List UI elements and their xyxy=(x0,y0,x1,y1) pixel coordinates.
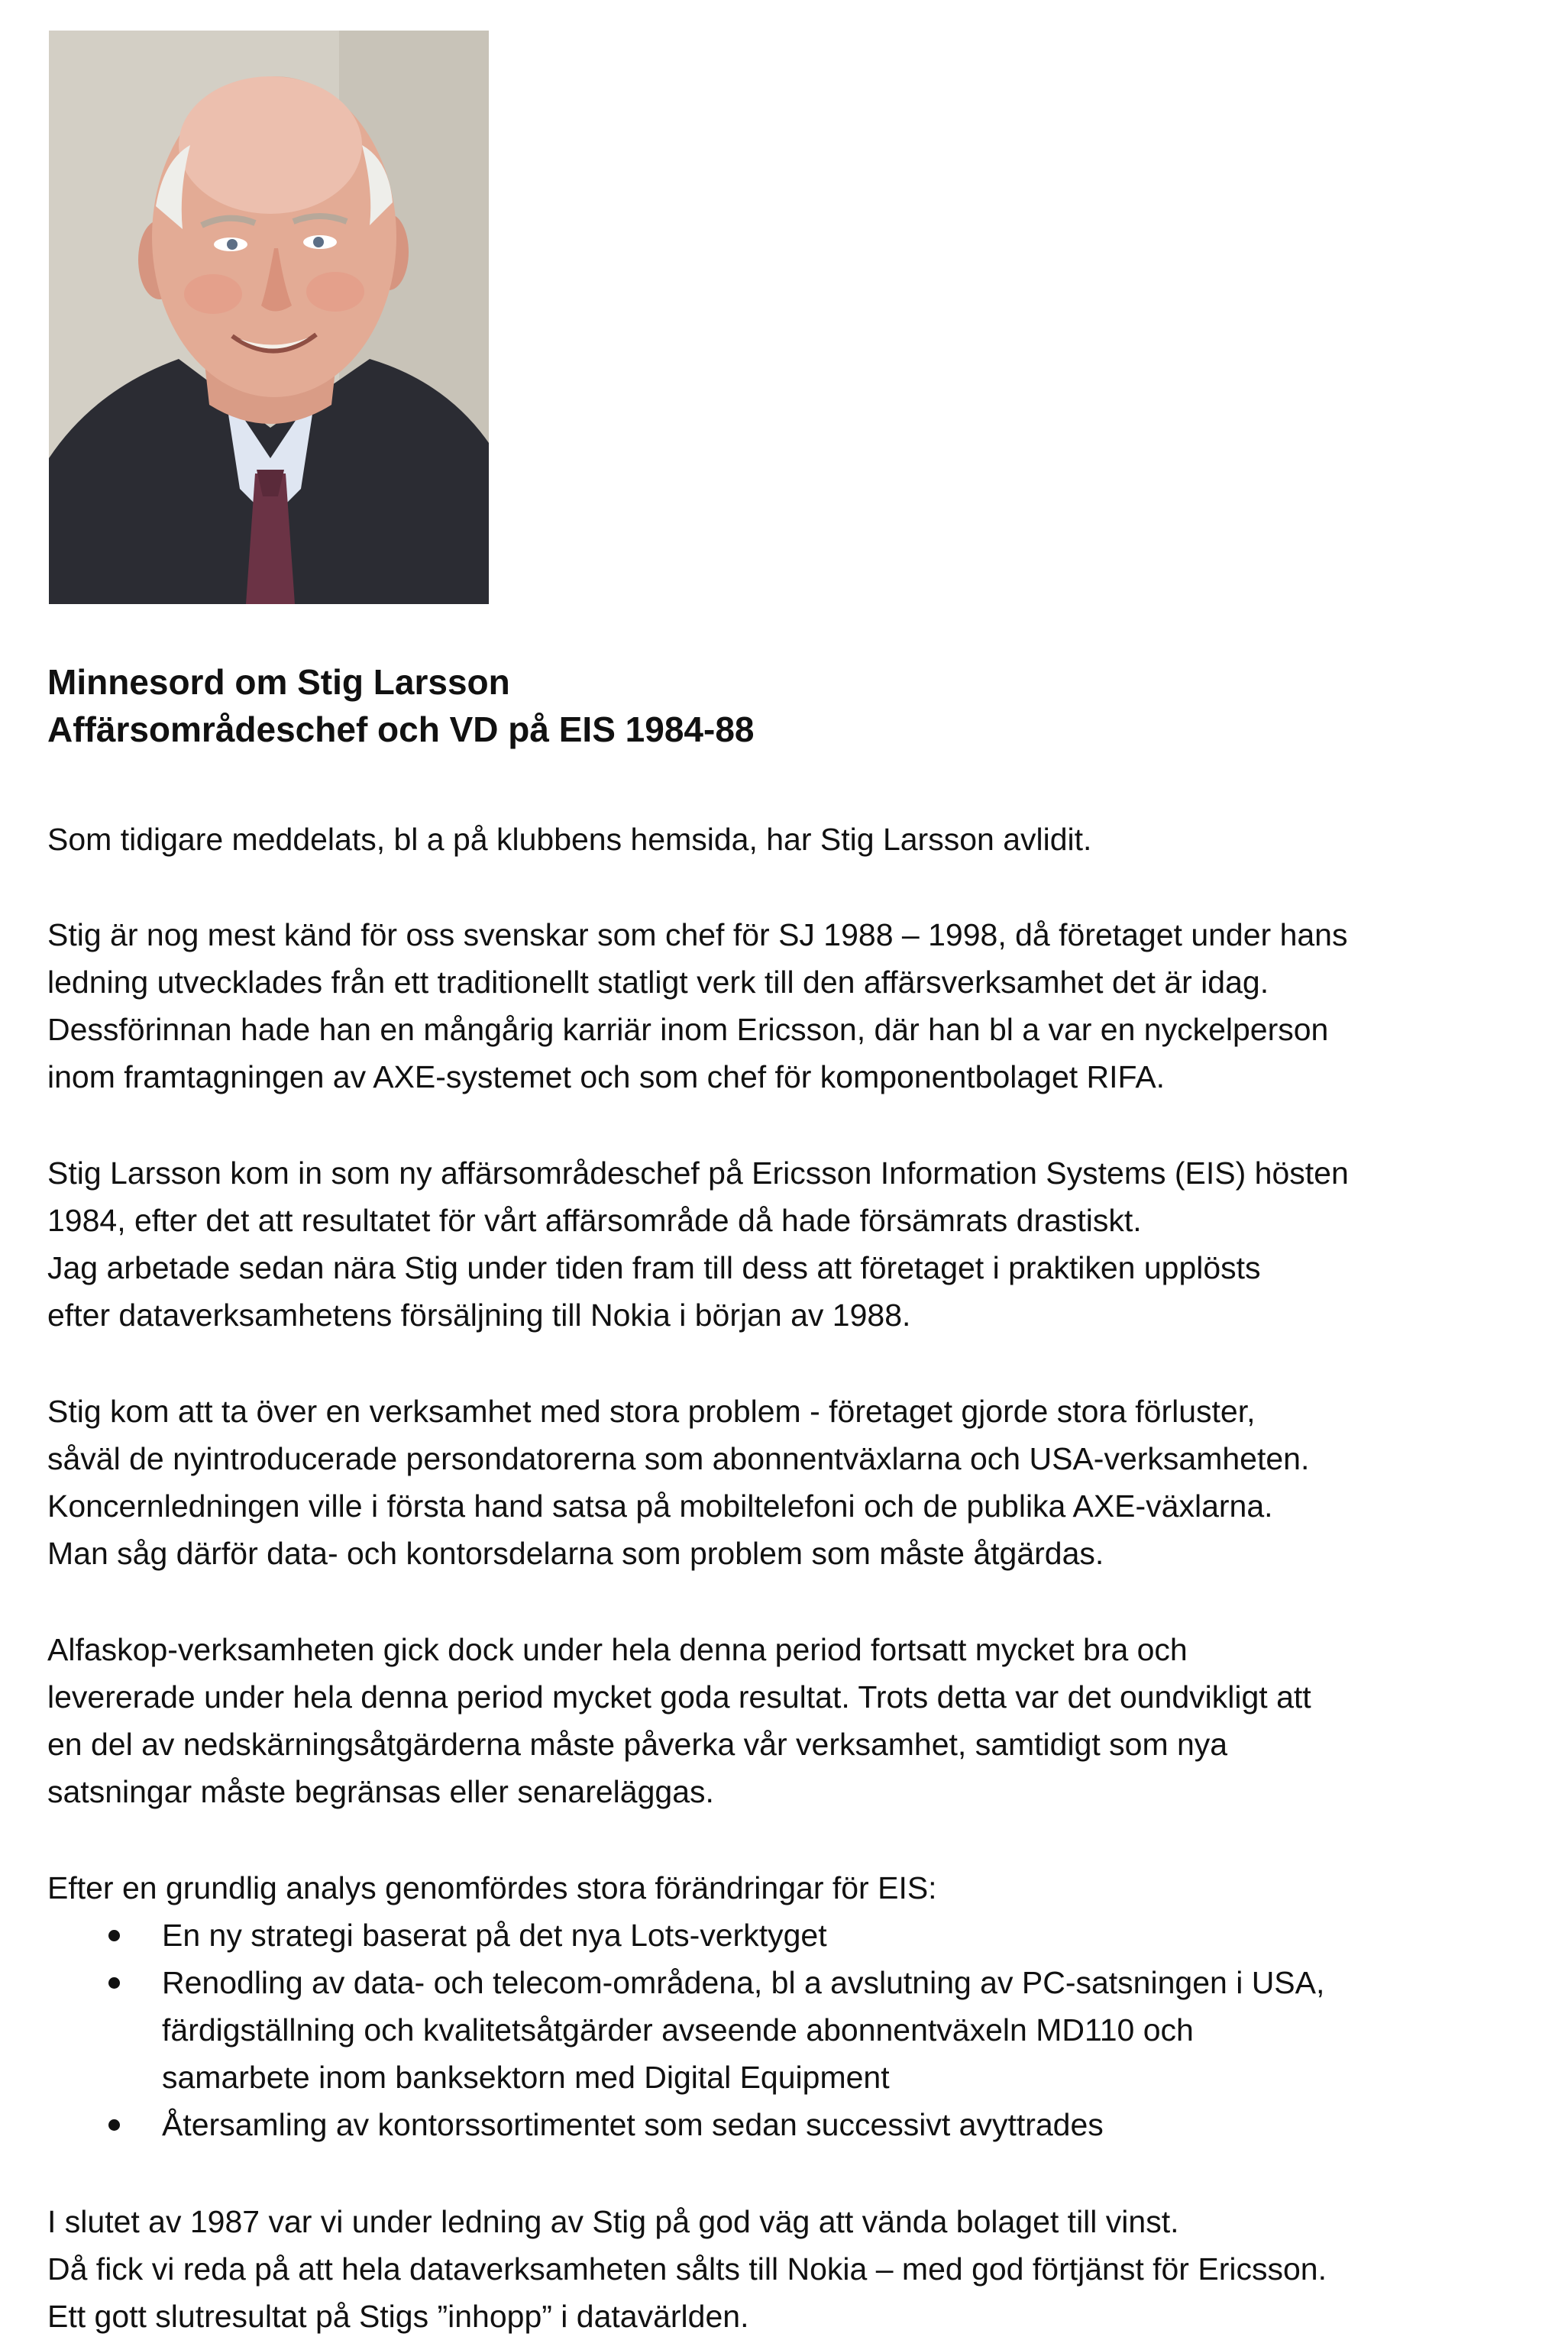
paragraph-sj-career xyxy=(47,911,1521,1101)
paragraph-line: Koncernledningen ville i första hand satsa på mobiltelefoni och de publika AXE-växlarna. xyxy=(47,1488,1273,1524)
title-block xyxy=(47,658,1521,753)
paragraph-line: ledning utvecklades från ett traditionellt statligt verk till den affärsverksamhet det är idag. xyxy=(47,965,1269,1000)
paragraph-line: såväl de nyintroducerade persondatorerna som abonnentväxlarna och USA-verksamheten. xyxy=(47,1441,1310,1476)
paragraph-line: Som tidigare meddelats, bl a på klubbens hemsida, har Stig Larsson avlidit. xyxy=(47,822,1092,857)
list-item xyxy=(47,2101,1521,2148)
paragraph-line: Dessförinnan hade han en mångårig karriär inom Ericsson, där han bl a var en nyckelperson xyxy=(47,1012,1329,1047)
paragraph-eis-arrival xyxy=(47,1149,1521,1339)
paragraph-line: Då fick vi reda på att hela dataverksamheten sålts till Nokia – med god förtjänst för Ericsson. xyxy=(47,2251,1327,2287)
bullet-icon xyxy=(108,1977,120,1989)
paragraph-line: Stig är nog mest känd för oss svenskar som chef för SJ 1988 – 1998, då företaget under hans xyxy=(47,917,1348,952)
changes-list xyxy=(47,1912,1521,2148)
page-title: Minnesord om Stig Larsson xyxy=(47,662,510,702)
bullet-icon xyxy=(108,2119,120,2131)
paragraph-line: Alfaskop-verksamheten gick dock under hela denna period fortsatt mycket bra och xyxy=(47,1632,1188,1667)
paragraph-line: Stig kom att ta över en verksamhet med stora problem - företaget gjorde stora förluster, xyxy=(47,1394,1256,1429)
paragraph-problems xyxy=(47,1388,1521,1577)
list-item-line: En ny strategi baserat på det nya Lots-verktyget xyxy=(162,1918,827,1953)
list-item-line: Återsamling av kontorssortimentet som sedan successivt avyttrades xyxy=(162,2107,1104,2142)
bullet-icon xyxy=(108,1930,120,1941)
page-subtitle: Affärsområdeschef och VD på EIS 1984-88 xyxy=(47,709,755,749)
paragraph-line: efter dataverksamhetens försäljning till Nokia i början av 1988. xyxy=(47,1298,911,1333)
paragraph-line: I slutet av 1987 var vi under ledning av Stig på god väg att vända bolaget till vinst. xyxy=(47,2204,1179,2239)
paragraph-line: inom framtagningen av AXE-systemet och som chef för komponentbolaget RIFA. xyxy=(47,1059,1165,1094)
paragraph-line: Stig Larsson kom in som ny affärsområdeschef på Ericsson Information Systems (EIS) hösten xyxy=(47,1155,1349,1191)
list-item-line: färdigställning och kvalitetsåtgärder avseende abonnentväxeln MD110 och xyxy=(162,2012,1194,2048)
paragraph-analysis xyxy=(47,1864,1521,1912)
portrait-illustration xyxy=(49,31,489,604)
list-item xyxy=(47,1959,1521,2101)
paragraph-line: Ett gott slutresultat på Stigs ”inhopp” i datavärlden. xyxy=(47,2299,749,2334)
paragraph-line: satsningar måste begränsas eller senareläggas. xyxy=(47,1774,714,1809)
list-item xyxy=(47,1912,1521,1959)
list-item-line: Renodling av data- och telecom-områdena, bl a avslutning av PC-satsningen i USA, xyxy=(162,1965,1325,2000)
paragraph-line: levererade under hela denna period mycket goda resultat. Trots detta var det oundvikligt att xyxy=(47,1679,1311,1715)
paragraph-line: Efter en grundlig analys genomfördes stora förändringar för EIS: xyxy=(47,1870,937,1905)
portrait-photo xyxy=(49,31,489,604)
list-item-line: samarbete inom banksektorn med Digital Equipment xyxy=(162,2060,890,2095)
paragraph-alfaskop xyxy=(47,1626,1521,1815)
paragraph-line: Man såg därför data- och kontorsdelarna som problem som måste åtgärdas. xyxy=(47,1536,1104,1571)
paragraph-intro xyxy=(47,816,1521,863)
paragraph-conclusion xyxy=(47,2198,1521,2340)
paragraph-line: 1984, efter det att resultatet för vårt affärsområde då hade försämrats drastiskt. xyxy=(47,1203,1142,1238)
paragraph-line: Jag arbetade sedan nära Stig under tiden fram till dess att företaget i praktiken upplösts xyxy=(47,1250,1261,1285)
paragraph-line: en del av nedskärningsåtgärderna måste påverka vår verksamhet, samtidigt som nya xyxy=(47,1727,1228,1762)
